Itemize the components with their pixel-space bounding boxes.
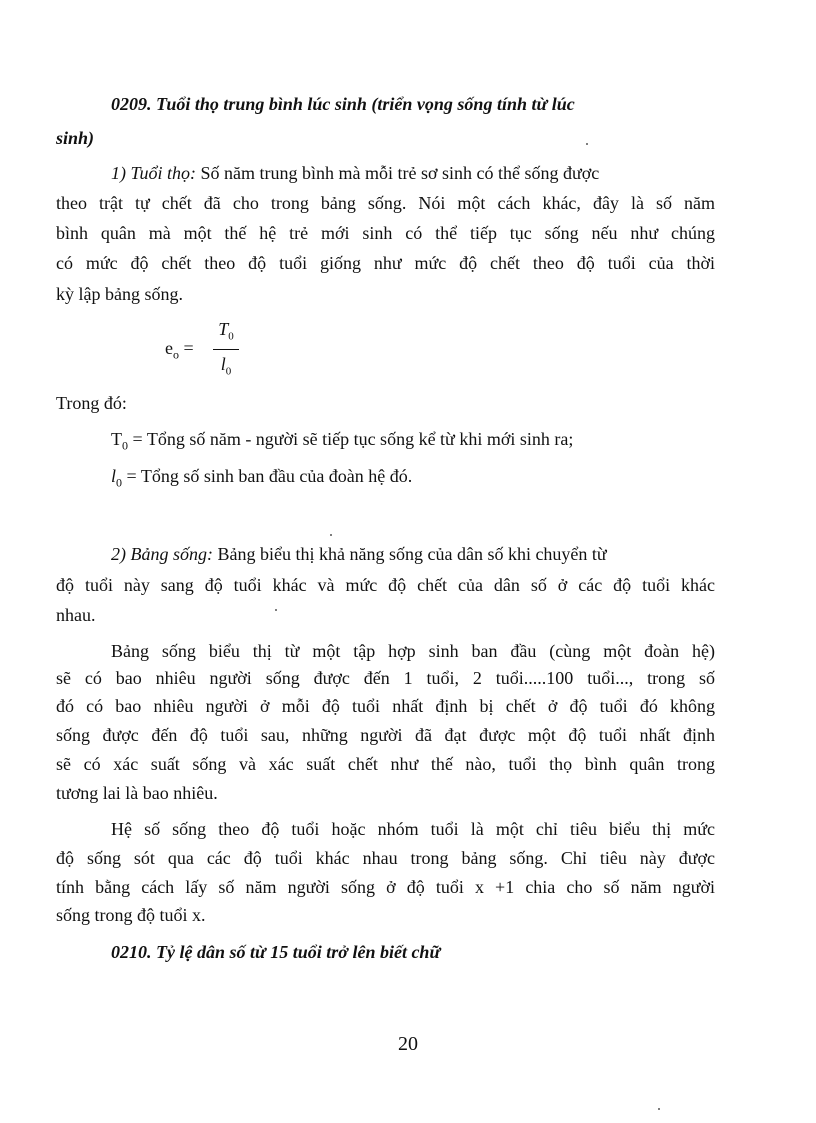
definition-t0: $T_0$ = Tổng số năm - người sẽ tiếp tục sống kể từ khi mới sinh ra; [111,429,574,453]
formula-fraction [213,318,239,382]
para3-line-4: sống trong độ tuổi x. [56,905,206,925]
part1-line-3: bình quân mà một thế hệ trẻ mới sinh có thể tiếp tục sống nếu như chúng [56,223,715,243]
para2-line-6: tương lai là bao nhiêu. [56,783,218,803]
para2-line-2: sẽ có bao nhiêu người sống được đến 1 tuổi, 2 tuổi.....100 tuổi..., trong số [56,668,715,688]
part1-line-4: có mức độ chết theo độ tuổi giống như mức độ chết theo độ tuổi của thời [56,253,715,273]
part2-line-2: độ tuổi này sang độ tuổi khác và mức độ chết của dân số ở các độ tuổi khác [56,575,715,595]
scan-speck [586,143,588,145]
definition-l0: $l_0$ = Tổng số sinh ban đầu của đoàn hệ đó. [111,466,413,490]
para2-line-1: Bảng sống biểu thị từ một tập hợp sinh ban đầu (cùng một đoàn hệ) [111,641,715,661]
section-heading-0209: 0209. Tuổi thọ trung bình lúc sinh (triển vọng sống tính từ lúc [111,94,575,114]
para3-line-2: độ sống sót qua các độ tuổi khác nhau trong bảng sống. Chỉ tiêu này được [56,848,715,868]
fraction-bar [213,349,239,350]
part2-line-1 [111,543,715,565]
part1-line-2: theo trật tự chết đã cho trong bảng sống. Nói một cách khác, đây là số năm [56,193,715,213]
page-number: 20 [398,1033,418,1055]
para2-line-4: sống được đến độ tuổi sau, những người đã đạt được một độ tuổi nhất định [56,725,715,745]
part1-line-1 [111,162,715,184]
where-label: Trong đó: [56,393,127,413]
part1-line-5: kỳ lập bảng sống. [56,284,183,304]
part1-text: Số năm trung bình mà mỗi trẻ sơ sinh có thể sống được [196,163,600,183]
formula-denominator: $l_0$ [220,353,232,378]
part2-line-3: nhau. [56,605,96,625]
part2-text: Bảng biểu thị khả năng sống của dân số khi chuyển từ [213,544,607,564]
scan-speck [330,534,332,536]
life-expectancy-formula [165,318,265,378]
para3-line-3: tính bằng cách lấy số năm người sống ở độ tuổi x +1 chia cho số năm người [56,877,715,897]
formula-numerator: $T_0$ [218,319,234,343]
para2-line-5: sẽ có xác suất sống và xác suất chết như thế nào, tuổi thọ bình quân trong [56,754,715,774]
section-heading-0210: 0210. Tỷ lệ dân số từ 15 tuổi trở lên biết chữ [111,942,441,962]
scan-speck [275,609,277,611]
para2-line-3: đó có bao nhiêu người ở mỗi độ tuổi nhất định bị chết ở độ tuổi đó không [56,696,715,716]
para3-line-1: Hệ số sống theo độ tuổi hoặc nhóm tuổi là một chỉ tiêu biểu thị mức [111,819,715,839]
part2-label: 2) Bảng sống: [111,544,213,564]
section-heading-0209-cont: sinh) [56,128,95,148]
part1-label: 1) Tuổi thọ: [111,163,197,183]
formula-lhs: $e_o$ = [165,338,194,362]
scan-speck [658,1108,660,1110]
